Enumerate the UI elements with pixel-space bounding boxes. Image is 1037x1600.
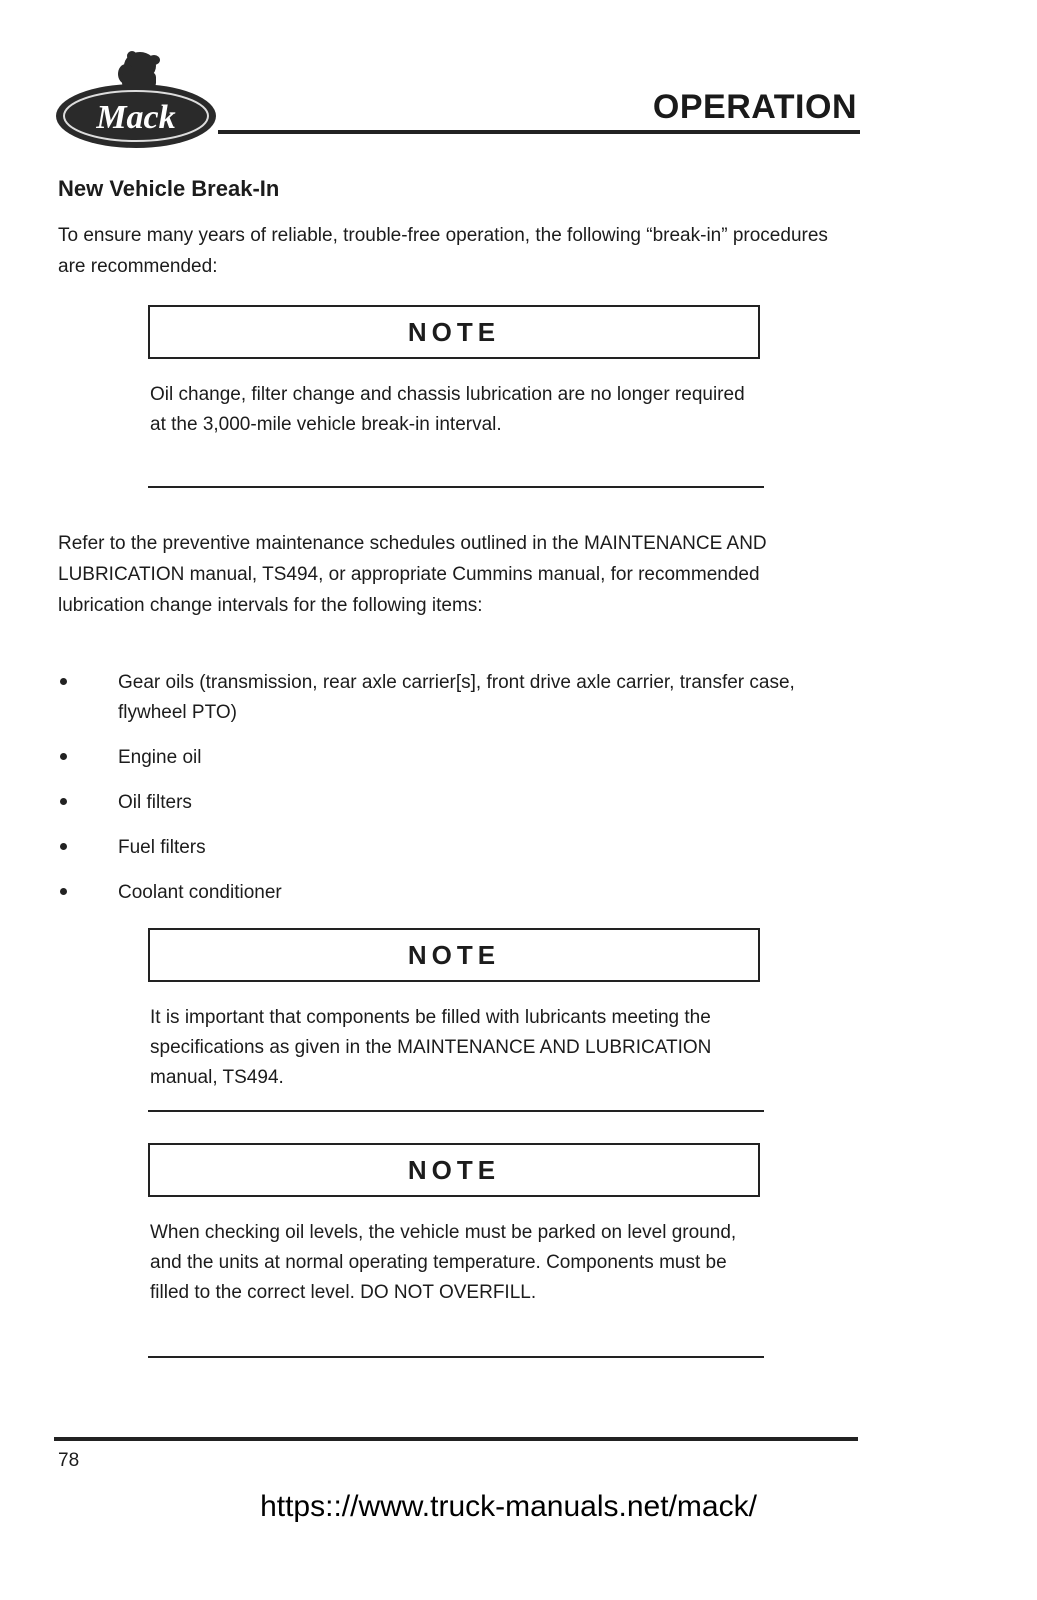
note-title-2: NOTE — [407, 939, 501, 970]
page-heading: New Vehicle Break-In — [58, 176, 280, 201]
header-rule — [218, 130, 860, 134]
list-item — [58, 833, 818, 863]
note-box-1 — [148, 305, 760, 359]
note-box-3 — [148, 1143, 760, 1197]
bullet-icon — [60, 753, 67, 760]
page-number: 78 — [58, 1450, 80, 1471]
bullet-icon — [60, 888, 67, 895]
list-item — [58, 668, 818, 728]
note-rule-3 — [148, 1356, 764, 1358]
list-item-text: Engine oil — [118, 747, 202, 768]
note-title-3: NOTE — [407, 1154, 501, 1185]
note-box-2 — [148, 928, 760, 982]
intro-paragraph: To ensure many years of reliable, trouble-free operation, the following “break-in” procedures are recommended: — [58, 225, 828, 277]
section-title: OPERATION — [652, 88, 857, 126]
maintenance-items-list — [58, 668, 818, 923]
note-text-2: It is important that components be filled with lubricants meeting the specifications as given in the MAINTENANCE AND LUBRICATION manual, TS494. — [150, 1007, 712, 1088]
note-text-1: Oil change, filter change and chassis lubrication are no longer required at the 3,000-mile vehicle break-in interval. — [150, 384, 745, 435]
note-title-1: NOTE — [407, 316, 501, 347]
refer-paragraph: Refer to the preventive maintenance schedules outlined in the MAINTENANCE AND LUBRICATION manual, TS494, or appropriate Cummins manual, for recommended lubrication change intervals for the following items: — [58, 533, 767, 616]
list-item — [58, 743, 818, 773]
list-item-text: Fuel filters — [118, 837, 206, 858]
list-item-text: Coolant conditioner — [118, 882, 282, 903]
note-rule-2 — [148, 1110, 764, 1112]
mack-logo — [54, 44, 224, 152]
bullet-icon — [60, 798, 67, 805]
list-item-text: Oil filters — [118, 792, 192, 813]
footer-rule — [54, 1437, 858, 1441]
source-url[interactable] — [0, 1490, 1037, 1524]
note-text-3: When checking oil levels, the vehicle must be parked on level ground, and the units at normal operating temperature. Components must be filled to the correct level. DO NOT OVERFILL. — [150, 1222, 737, 1303]
bullet-icon — [60, 843, 67, 850]
list-item — [58, 788, 818, 818]
source-url-text: https:://www.truck-manuals.net/mack/ — [260, 1490, 757, 1523]
logo-wordmark: Mack — [96, 99, 176, 136]
list-item — [58, 878, 818, 908]
list-item-text: Gear oils (transmission, rear axle carrier[s], front drive axle carrier, transfer case, flywheel PTO) — [118, 672, 795, 723]
note-rule-1 — [148, 486, 764, 488]
bullet-icon — [60, 678, 67, 685]
bulldog-icon — [118, 51, 160, 88]
